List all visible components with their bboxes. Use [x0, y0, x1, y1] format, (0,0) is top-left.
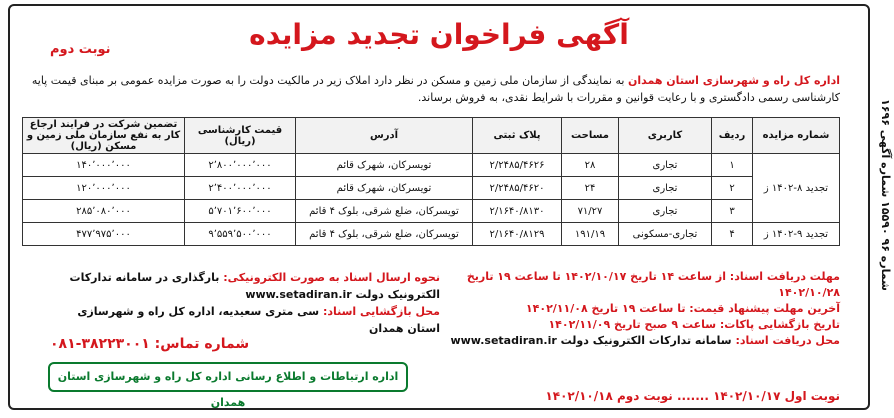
table-row: [23, 223, 840, 246]
row-cell: ۴: [712, 223, 753, 246]
intro-text: به نمایندگی از سازمان ملی زمین و مسکن در نظر دارد املاک زیر در مالکیت دولت را به صورت مزایده عمومی بر مبنای قیمت پایه کارشناسی رسمی دادگستری و با رعایت قوانین و مقررات با شرایط نقدی، به فروش برساند.: [31, 74, 840, 104]
auction-table: [22, 117, 840, 246]
area-cell: ۲۸: [562, 154, 619, 177]
col-address: آدرس: [296, 118, 473, 154]
usage-cell: تجاری: [619, 154, 712, 177]
ad-frame: [8, 4, 870, 410]
row-cell: ۳: [712, 200, 753, 223]
usage-cell: تجاری: [619, 200, 712, 223]
receive-place: [420, 333, 840, 349]
round-badge: نوبت دوم: [50, 42, 111, 57]
area-cell: ۷۱/۲۷: [562, 200, 619, 223]
col-plaque: پلاک ثبتی: [473, 118, 562, 154]
intro-org: اداره کل راه و شهرسازی استان همدان: [627, 74, 840, 87]
guarantee-cell: ۱۴۰٬۰۰۰٬۰۰۰: [23, 154, 185, 177]
col-usage: کاربری: [619, 118, 712, 154]
contact-phone: شماره تماس: ۳۸۲۲۳۰۰۱-۰۸۱: [50, 336, 250, 352]
submission-method: [50, 269, 440, 303]
address-cell: تویسرکان، ضلع شرقی، بلوک ۴ قائم: [296, 223, 473, 246]
submission-method-label: نحوه ارسال اسناد به صورت الکترونیکی:: [219, 271, 440, 284]
guarantee-cell: ۲۸۵٬۰۸۰٬۰۰۰: [23, 200, 185, 223]
intro-paragraph: [20, 72, 840, 106]
row-cell: ۲: [712, 177, 753, 200]
auction-cell: تجدید ۹-۱۴۰۲ ز: [753, 223, 840, 246]
receive-place-value: سامانه تدارکات الکترونیک دولت www.setadiran.ir: [450, 334, 732, 347]
receive-place-label: محل دریافت اسناد:: [731, 334, 840, 347]
table-row: [23, 154, 840, 177]
side-ad-number: شماره ۹۶ ۱۵۵۹۰ شماره آگهی ۱۶۹۶: [879, 99, 892, 291]
col-price: قیمت کارشناسی (ریال): [185, 118, 296, 154]
opening-place: [50, 303, 440, 337]
price-cell: ۵٬۷۰۱٬۶۰۰٬۰۰۰: [185, 200, 296, 223]
submission-info: [50, 269, 440, 337]
address-cell: تویسرکان، ضلع شرقی، بلوک ۴ قائم: [296, 200, 473, 223]
plaque-cell: ۲/۱۶۴۰/۸۱۲۹: [473, 223, 562, 246]
plaque-cell: ۲/۲۴۸۵/۴۶۲۶: [473, 154, 562, 177]
submission-method-value: بارگذاری در سامانه تدارکات الکترونیک دولت www.setadiran.ir: [69, 271, 440, 301]
guarantee-cell: ۴۷۷٬۹۷۵٬۰۰۰: [23, 223, 185, 246]
publish-dates: نوبت اول ۱۴۰۲/۱۰/۱۷ ....... نوبت دوم ۱۴۰۲/۱۰/۱۸: [545, 389, 840, 403]
col-row: ردیف: [712, 118, 753, 154]
org-box: اداره ارتباطات و اطلاع رسانی اداره کل راه و شهرسازی استان همدان: [48, 362, 408, 392]
area-cell: ۱۹۱/۱۹: [562, 223, 619, 246]
receive-docs-deadline: مهلت دریافت اسناد: از ساعت ۱۴ تاریخ ۱۴۰۲/۱۰/۱۷ تا ساعت ۱۹ تاریخ ۱۴۰۲/۱۰/۲۸: [466, 270, 840, 299]
row-cell: ۱: [712, 154, 753, 177]
ad-title: آگهی فراخوان تجدید مزایده: [249, 18, 629, 51]
side-strip: [872, 0, 894, 418]
table-row: [23, 200, 840, 223]
price-cell: ۹٬۵۵۹٬۵۰۰٬۰۰۰: [185, 223, 296, 246]
table-header-row: [23, 118, 840, 154]
plaque-cell: ۲/۱۶۴۰/۸۱۳۰: [473, 200, 562, 223]
deadline-info: [420, 269, 840, 349]
area-cell: ۲۴: [562, 177, 619, 200]
bid-deadline: آخرین مهلت پیشنهاد قیمت: تا ساعت ۱۹ تاریخ ۱۴۰۲/۱۱/۰۸: [525, 302, 840, 315]
opening-date: تاریخ بازگشایی پاکات: ساعت ۹ صبح تاریخ ۱۴۰۲/۱۱/۰۹: [548, 318, 840, 331]
usage-cell: تجاری: [619, 177, 712, 200]
price-cell: ۲٬۸۰۰٬۰۰۰٬۰۰۰: [185, 154, 296, 177]
col-guarantee: تضمین شرکت در فرایند ارجاع کار به نفع سازمان ملی زمین و مسکن (ریال): [23, 118, 185, 154]
table-row: [23, 177, 840, 200]
usage-cell: تجاری-مسکونی: [619, 223, 712, 246]
col-area: مساحت: [562, 118, 619, 154]
guarantee-cell: ۱۲۰٬۰۰۰٬۰۰۰: [23, 177, 185, 200]
address-cell: تویسرکان، شهرک قائم: [296, 154, 473, 177]
opening-place-value: سی متری سعیدیه، اداره کل راه و شهرسازی استان همدان: [77, 305, 440, 335]
address-cell: تویسرکان، شهرک قائم: [296, 177, 473, 200]
price-cell: ۲٬۴۰۰٬۰۰۰٬۰۰۰: [185, 177, 296, 200]
opening-place-label: محل بازگشایی اسناد:: [319, 305, 440, 318]
auction-cell: تجدید ۸-۱۴۰۲ ز: [753, 154, 840, 223]
col-auction: شماره مزایده: [753, 118, 840, 154]
plaque-cell: ۲/۲۴۸۵/۴۶۲۰: [473, 177, 562, 200]
